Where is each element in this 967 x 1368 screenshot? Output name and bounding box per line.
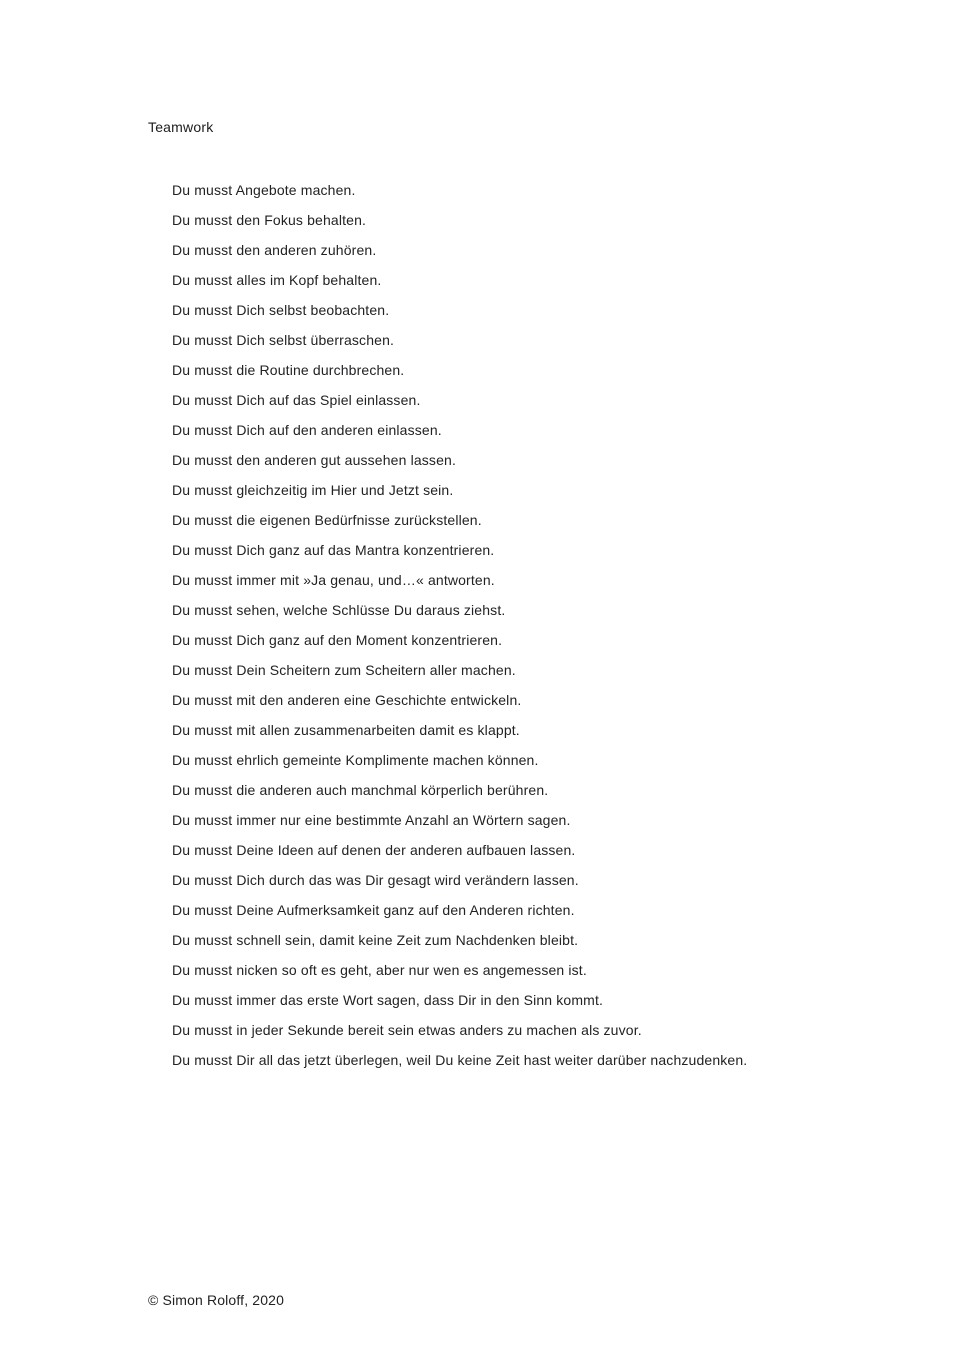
poem-line: Du musst die anderen auch manchmal körperlich berühren.	[172, 782, 549, 798]
poem-line: Du musst den Fokus behalten.	[172, 212, 367, 228]
poem-line: Du musst Dein Scheitern zum Scheitern aller machen.	[172, 662, 516, 678]
poem-line: Du musst mit den anderen eine Geschichte entwickeln.	[172, 692, 522, 708]
poem-line: Du musst die eigenen Bedürfnisse zurückstellen.	[172, 512, 482, 528]
poem-line: Du musst Dich ganz auf den Moment konzentrieren.	[172, 632, 503, 648]
poem-line: Du musst ehrlich gemeinte Komplimente machen können.	[172, 752, 539, 768]
poem-line: Du musst sehen, welche Schlüsse Du daraus ziehst.	[172, 602, 506, 618]
poem-line: Du musst Dich selbst beobachten.	[172, 302, 390, 318]
poem-line: Du musst die Routine durchbrechen.	[172, 362, 405, 378]
poem-line: Du musst immer mit »Ja genau, und…« antworten.	[172, 572, 495, 588]
poem-line: Du musst den anderen zuhören.	[172, 242, 377, 258]
poem-line: Du musst alles im Kopf behalten.	[172, 272, 382, 288]
poem-line: Du musst Dich selbst überraschen.	[172, 332, 395, 348]
poem-line: Du musst Dir all das jetzt überlegen, weil Du keine Zeit hast weiter darüber nachzudenken.	[172, 1052, 748, 1068]
poem-line: Du musst Dich durch das was Dir gesagt wird verändern lassen.	[172, 872, 579, 888]
poem-line: Du musst Dich auf das Spiel einlassen.	[172, 392, 421, 408]
poem-line: Du musst Angebote machen.	[172, 182, 356, 198]
poem-line: Du musst in jeder Sekunde bereit sein etwas anders zu machen als zuvor.	[172, 1022, 642, 1038]
poem-line: Du musst immer das erste Wort sagen, dass Dir in den Sinn kommt.	[172, 992, 604, 1008]
poem-line: Du musst den anderen gut aussehen lassen.	[172, 452, 456, 468]
poem-line: Du musst immer nur eine bestimmte Anzahl an Wörtern sagen.	[172, 812, 571, 828]
page-title: Teamwork	[148, 119, 214, 135]
poem-line: Du musst mit allen zusammenarbeiten damit es klappt.	[172, 722, 520, 738]
poem-line: Du musst schnell sein, damit keine Zeit zum Nachdenken bleibt.	[172, 932, 579, 948]
poem-line: Du musst Dich auf den anderen einlassen.	[172, 422, 442, 438]
poem-line: Du musst Dich ganz auf das Mantra konzentrieren.	[172, 542, 495, 558]
poem-line: Du musst Deine Aufmerksamkeit ganz auf den Anderen richten.	[172, 902, 575, 918]
poem-body	[172, 175, 892, 1075]
poem-line: Du musst nicken so oft es geht, aber nur wen es angemessen ist.	[172, 962, 587, 978]
poem-line: Du musst gleichzeitig im Hier und Jetzt sein.	[172, 482, 454, 498]
copyright-notice: © Simon Roloff, 2020	[148, 1292, 285, 1308]
poem-line: Du musst Deine Ideen auf denen der anderen aufbauen lassen.	[172, 842, 576, 858]
